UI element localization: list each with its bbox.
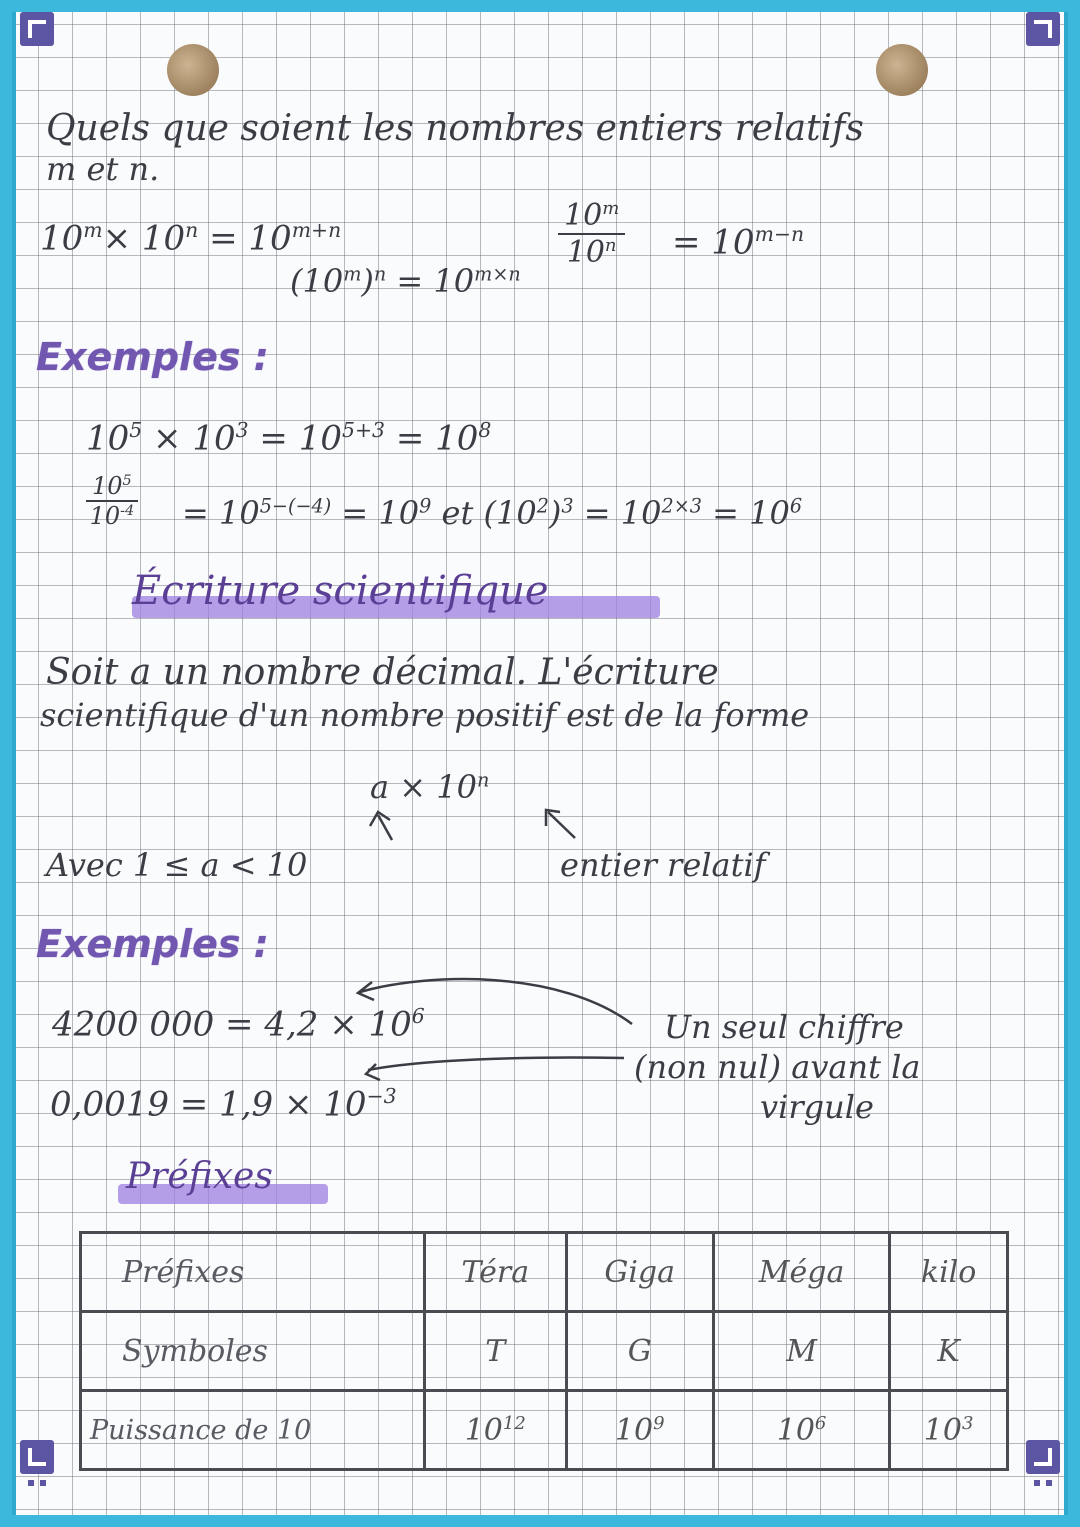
table-row <box>81 1312 1008 1391</box>
intro-line-2: m et n. <box>46 150 160 188</box>
example-quotient-and-power: = $10^{5-(-4)} = 10^9$ et $(10^2)^3 = 10^{2\times 3} = 10^6$ <box>182 494 803 532</box>
table-row <box>81 1391 1008 1470</box>
symbol-kilo: K <box>890 1312 1008 1391</box>
rule-quotient-result: = $10^{m-n}$ <box>672 222 805 263</box>
power-giga: $10^9$ <box>566 1391 713 1470</box>
prefix-kilo: kilo <box>890 1233 1008 1312</box>
sci-note-line-2: (non nul) avant la <box>634 1048 921 1086</box>
intro-line-1: Quels que soient les nombres entiers relatifs <box>46 108 864 149</box>
example-sci-2: $0,0019 = 1,9 \times 10^{-3}$ <box>50 1084 397 1125</box>
scientific-title: Écriture scientifique <box>132 568 549 614</box>
rule-product: $10^m\times 10^n = 10^{m+n}$ <box>40 218 342 259</box>
arrow-note-to-example-1 <box>360 979 632 1024</box>
scientific-note: entier relatif <box>560 846 766 884</box>
scientific-condition: Avec 1 ≤ a < 10 <box>46 846 308 884</box>
sci-note-line-1: Un seul chiffre <box>664 1008 904 1046</box>
definition-line-1: Soit a un nombre décimal. L'écriture <box>46 652 719 693</box>
prefix-tera: Téra <box>425 1233 567 1312</box>
power-mega: $10^6$ <box>713 1391 889 1470</box>
symbol-mega: M <box>713 1312 889 1391</box>
sci-note-line-3: virgule <box>760 1088 874 1126</box>
arrow-to-mantissa <box>548 812 575 838</box>
rule-quotient-fraction: $\frac{10^m}{10^n}$ <box>558 198 625 270</box>
power-kilo: $10^3$ <box>890 1391 1008 1470</box>
row-label-symbols: Symboles <box>81 1312 425 1391</box>
prefix-giga: Giga <box>566 1233 713 1312</box>
examples-heading-1: Exemples : <box>36 335 269 379</box>
prefixes-title: Préfixes <box>126 1156 273 1197</box>
power-tera: $10^{12}$ <box>425 1391 567 1470</box>
arrow-note-to-example-2-head <box>366 1064 380 1080</box>
definition-line-2: scientifique d'un nombre positif est de la forme <box>40 696 810 734</box>
example-quotient-fraction: $\frac{10^5}{10^{-4}}$ <box>86 472 138 530</box>
rule-power: $(10^m)^n = 10^{m\times n}$ <box>290 262 521 300</box>
row-label-prefixes: Préfixes <box>81 1233 425 1312</box>
example-sci-1: 4200 $000 = 4,2 \times 10^6$ <box>52 1004 425 1045</box>
symbol-tera: T <box>425 1312 567 1391</box>
symbol-giga: G <box>566 1312 713 1391</box>
row-label-powers: Puissance de 10 <box>81 1391 425 1470</box>
examples-heading-2: Exemples : <box>36 922 269 966</box>
example-product: $10^5 \times 10^3 = 10^{5+3} = 10^8$ <box>86 418 492 459</box>
prefix-table <box>79 1231 1009 1471</box>
prefix-mega: Méga <box>713 1233 889 1312</box>
arrow-note-to-example-2 <box>368 1058 624 1071</box>
scientific-formula: $a \times 10^n$ <box>370 768 490 806</box>
table-row <box>81 1233 1008 1312</box>
